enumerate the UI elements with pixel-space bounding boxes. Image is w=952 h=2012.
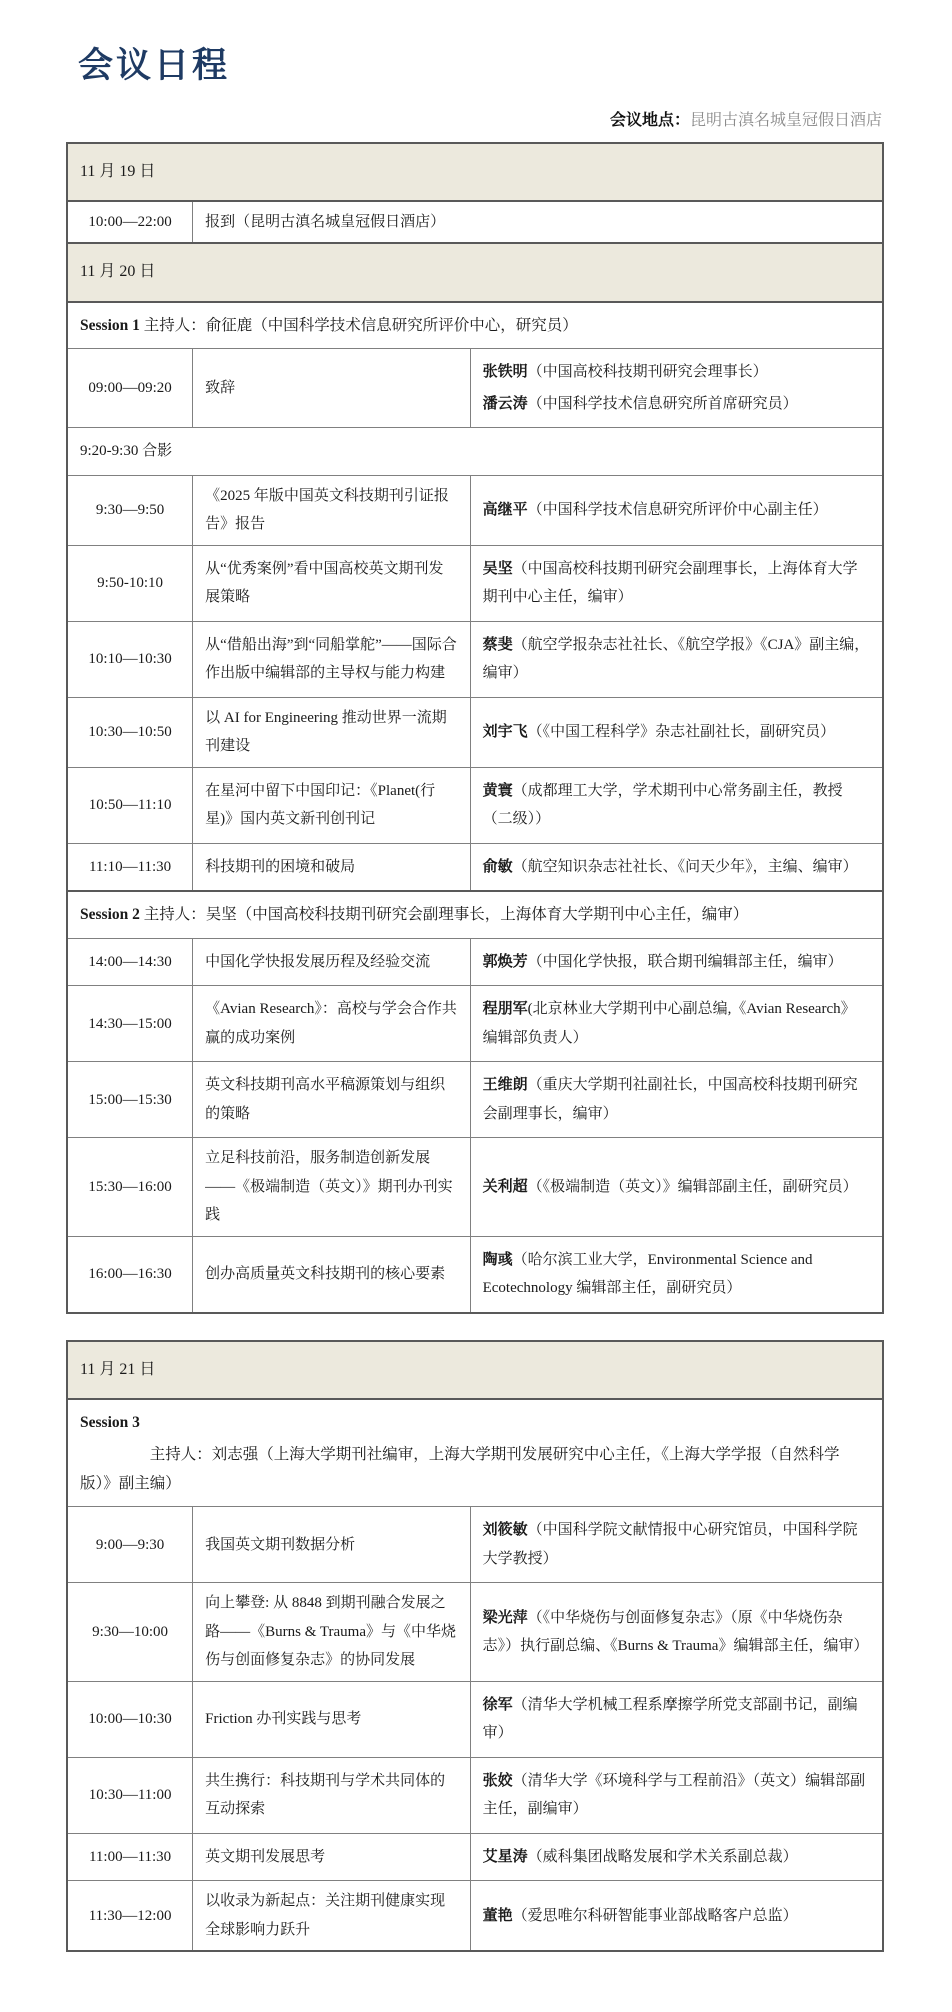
talk-row [67, 767, 883, 843]
topic-cell: 科技期刊的困境和破局 [193, 843, 470, 891]
speaker-cell [470, 475, 883, 545]
speaker-entry: 黄寰（成都理工大学，学术期刊中心常务副主任，教授（二级）） [482, 782, 843, 828]
speaker-entry: 郭焕芳（中国化学快报，联合期刊编辑部主任，编审） [482, 953, 843, 970]
speaker-entry: 蔡斐（航空学报杂志社社长、《航空学报》《CJA》副主编，编审） [482, 636, 870, 682]
time-cell: 10:50—11:10 [67, 767, 193, 843]
date-row [67, 243, 883, 301]
topic-cell: 以收录为新起点：关注期刊健康实现全球影响力跃升 [193, 1881, 470, 1952]
speaker-cell [470, 1583, 883, 1682]
topic-cell: 《Avian Research》：高校与学会合作共赢的成功案例 [193, 986, 470, 1062]
time-cell: 10:00—22:00 [67, 201, 193, 244]
date-cell: 11 月 20 日 [67, 243, 883, 301]
speaker-cell [470, 1681, 883, 1757]
speaker-entry: 俞敏（航空知识杂志社社长、《问天少年》，主编、编审） [482, 858, 858, 875]
talk-row [67, 1138, 883, 1237]
topic-cell: 致辞 [193, 349, 470, 428]
speaker-entry: 高继平（中国科学技术信息研究所评价中心副主任） [482, 502, 828, 519]
table-gap [66, 1314, 884, 1340]
talk-row [67, 201, 883, 244]
topic-cell: 从“优秀案例”看中国高校英文期刊发展策略 [193, 545, 470, 621]
topic-cell: 向上攀登: 从 8848 到期刊融合发展之路——《Burns & Trauma》与《中华烧伤与创面修复杂志》的协同发展 [193, 1583, 470, 1682]
speaker-cell [470, 938, 883, 986]
time-cell: 15:00—15:30 [67, 1062, 193, 1138]
speaker-cell [470, 1833, 883, 1881]
date-row [67, 143, 883, 201]
time-cell: 10:30—11:00 [67, 1757, 193, 1833]
speaker-entry: 徐军（清华大学机械工程系摩擦学所党支部副书记，副编审） [482, 1696, 858, 1742]
time-cell: 16:00—16:30 [67, 1236, 193, 1313]
talk-row [67, 621, 883, 697]
topic-cell: 立足科技前沿，服务制造创新发展——《极端制造（英文）》期刊办刊实践 [193, 1138, 470, 1237]
session-label: Session 1 [80, 316, 140, 334]
speaker-entry: 张姣（清华大学《环境科学与工程前沿》（英文）编辑部副主任，副编审） [482, 1772, 866, 1818]
time-cell: 14:30—15:00 [67, 986, 193, 1062]
talk-row [67, 938, 883, 986]
talk-row [67, 1583, 883, 1682]
note-cell: 9:20-9:30 合影 [67, 428, 883, 476]
speaker-name: 俞敏 [482, 858, 513, 875]
time-cell: 09:00—09:20 [67, 349, 193, 428]
session-chair: 主持人：刘志强（上海大学期刊社编审，上海大学期刊发展研究中心主任，《上海大学学报（自然科学版）》副主编） [80, 1445, 840, 1493]
date-cell: 11 月 19 日 [67, 143, 883, 201]
speaker-name: 吴坚 [482, 560, 513, 577]
time-cell: 10:30—10:50 [67, 697, 193, 767]
topic-cell: Friction 办刊实践与思考 [193, 1681, 470, 1757]
talk-row [67, 1062, 883, 1138]
speaker-entry: 董艳（爱思唯尔科研智能事业部战略客户总监） [482, 1907, 798, 1924]
time-cell: 9:30—9:50 [67, 475, 193, 545]
topic-cell: 从“借船出海”到“同船掌舵”——国际合作出版中编辑部的主导权与能力构建 [193, 621, 470, 697]
speaker-cell [470, 697, 883, 767]
date-row [67, 1341, 883, 1399]
topic-cell: 共生携行：科技期刊与学术共同体的互动探索 [193, 1757, 470, 1833]
session-row [67, 302, 883, 349]
note-row [67, 428, 883, 476]
speaker-cell [470, 1881, 883, 1952]
talk-row [67, 1681, 883, 1757]
topic-cell: 《2025 年版中国英文科技期刊引证报告》报告 [193, 475, 470, 545]
speaker-name: 关利超 [482, 1178, 528, 1195]
talk-row [67, 1236, 883, 1313]
talk-row [67, 1881, 883, 1952]
session-cell: Session 2 主持人：吴坚（中国高校科技期刊研究会副理事长，上海体育大学期刊中心主任，编审） [67, 891, 883, 938]
speaker-name: 黄寰 [482, 782, 513, 799]
speaker-entry: 陶彧（哈尔滨工业大学，Environmental Science and Ecotechnology 编辑部主任，副研究员） [482, 1251, 813, 1297]
speaker-name: 刘筱敏 [482, 1522, 528, 1539]
speaker-name: 艾星涛 [482, 1848, 528, 1865]
speaker-name: 董艳 [482, 1907, 513, 1924]
speaker-name: 王维朗 [482, 1077, 528, 1094]
talk-row [67, 545, 883, 621]
speaker-entry: 张铁明（中国高校科技期刊研究会理事长） [482, 364, 768, 381]
speaker-cell [470, 1062, 883, 1138]
speaker-entry: 梁光萍（《中华烧伤与创面修复杂志》（原《中华烧伤杂志》）执行副总编、《Burns & Trauma》编辑部主任，编审） [482, 1609, 869, 1655]
time-cell: 11:00—11:30 [67, 1833, 193, 1881]
topic-cell: 我国英文期刊数据分析 [193, 1507, 470, 1583]
venue-value: 昆明古滇名城皇冠假日酒店 [689, 112, 882, 129]
speaker-cell [470, 843, 883, 891]
speaker-entry: 关利超（《极端制造（英文）》编辑部副主任，副研究员） [482, 1178, 858, 1195]
session-row [67, 1399, 883, 1507]
time-cell: 9:50-10:10 [67, 545, 193, 621]
talk-row [67, 986, 883, 1062]
speaker-cell [470, 621, 883, 697]
speaker-cell [470, 1236, 883, 1313]
time-cell: 11:30—12:00 [67, 1881, 193, 1952]
time-cell: 9:30—10:00 [67, 1583, 193, 1682]
time-cell: 15:30—16:00 [67, 1138, 193, 1237]
topic-cell: 英文期刊发展思考 [193, 1833, 470, 1881]
speaker-entry: 刘筱敏（中国科学院文献情报中心研究馆员，中国科学院大学教授） [482, 1522, 858, 1567]
speaker-cell [470, 1138, 883, 1237]
session-cell [67, 1399, 883, 1507]
topic-cell: 以 AI for Engineering 推动世界一流期刊建设 [193, 697, 470, 767]
speaker-entry: 程朋军(北京林业大学期刊中心副总编,《Avian Research》编辑部负责人） [482, 1001, 856, 1046]
talk-row [67, 475, 883, 545]
speaker-cell [470, 1507, 883, 1583]
speaker-name: 刘宇飞 [482, 724, 528, 741]
speaker-name: 潘云涛 [482, 395, 528, 412]
speaker-entry: 刘宇飞（《中国工程科学》杂志社副社长，副研究员） [482, 724, 836, 741]
schedule-table-day1 [66, 142, 884, 1314]
speaker-entry: 吴坚（中国高校科技期刊研究会副理事长，上海体育大学期刊中心主任，编审） [482, 560, 858, 606]
date-cell: 11 月 21 日 [67, 1341, 883, 1399]
speaker-cell [470, 349, 883, 428]
speaker-name: 梁光萍 [482, 1609, 528, 1626]
speaker-name: 徐军 [482, 1696, 513, 1713]
speaker-cell [470, 767, 883, 843]
time-cell: 14:00—14:30 [67, 938, 193, 986]
session-label: Session 2 [80, 906, 140, 924]
speaker-name: 郭焕芳 [482, 953, 528, 970]
time-cell: 10:00—10:30 [67, 1681, 193, 1757]
venue-line [66, 108, 882, 134]
speaker-entry: 艾星涛（威科集团战略发展和学术关系副总裁） [482, 1848, 798, 1865]
schedule-table-day3 [66, 1340, 884, 1953]
session-row [67, 891, 883, 938]
page-title: 会议日程 [78, 46, 231, 85]
speaker-name: 陶彧 [482, 1251, 513, 1268]
speaker-name: 高继平 [482, 502, 528, 519]
topic-cell: 英文科技期刊高水平稿源策划与组织的策略 [193, 1062, 470, 1138]
speaker-entry: 潘云涛（中国科学技术信息研究所首席研究员） [482, 395, 798, 412]
time-cell: 11:10—11:30 [67, 843, 193, 891]
speaker-cell [470, 1757, 883, 1833]
talk-row [67, 843, 883, 891]
session-label: Session 3 [80, 1414, 140, 1432]
topic-cell: 中国化学快报发展历程及经验交流 [193, 938, 470, 986]
topic-cell: 报到（昆明古滇名城皇冠假日酒店） [193, 201, 883, 244]
venue-label: 会议地点： [609, 112, 690, 129]
speaker-cell [470, 986, 883, 1062]
speaker-name: 程朋军 [482, 1001, 528, 1018]
talk-row [67, 1507, 883, 1583]
talk-row [67, 1833, 883, 1881]
speaker-cell [470, 545, 883, 621]
speaker-entry: 王维朗（重庆大学期刊社副社长，中国高校科技期刊研究会副理事长，编审） [482, 1077, 858, 1122]
talk-row [67, 349, 883, 428]
talk-row [67, 697, 883, 767]
time-cell: 10:10—10:30 [67, 621, 193, 697]
time-cell: 9:00—9:30 [67, 1507, 193, 1583]
talk-row [67, 1757, 883, 1833]
session-cell: Session 1 主持人：俞征鹿（中国科学技术信息研究所评价中心，研究员） [67, 302, 883, 349]
speaker-name: 蔡斐 [482, 636, 513, 653]
topic-cell: 创办高质量英文科技期刊的核心要素 [193, 1236, 470, 1313]
speaker-name: 张姣 [482, 1772, 513, 1789]
speaker-name: 张铁明 [482, 364, 528, 381]
topic-cell: 在星河中留下中国印记：《Planet(行星)》国内英文新刊创刊记 [193, 767, 470, 843]
